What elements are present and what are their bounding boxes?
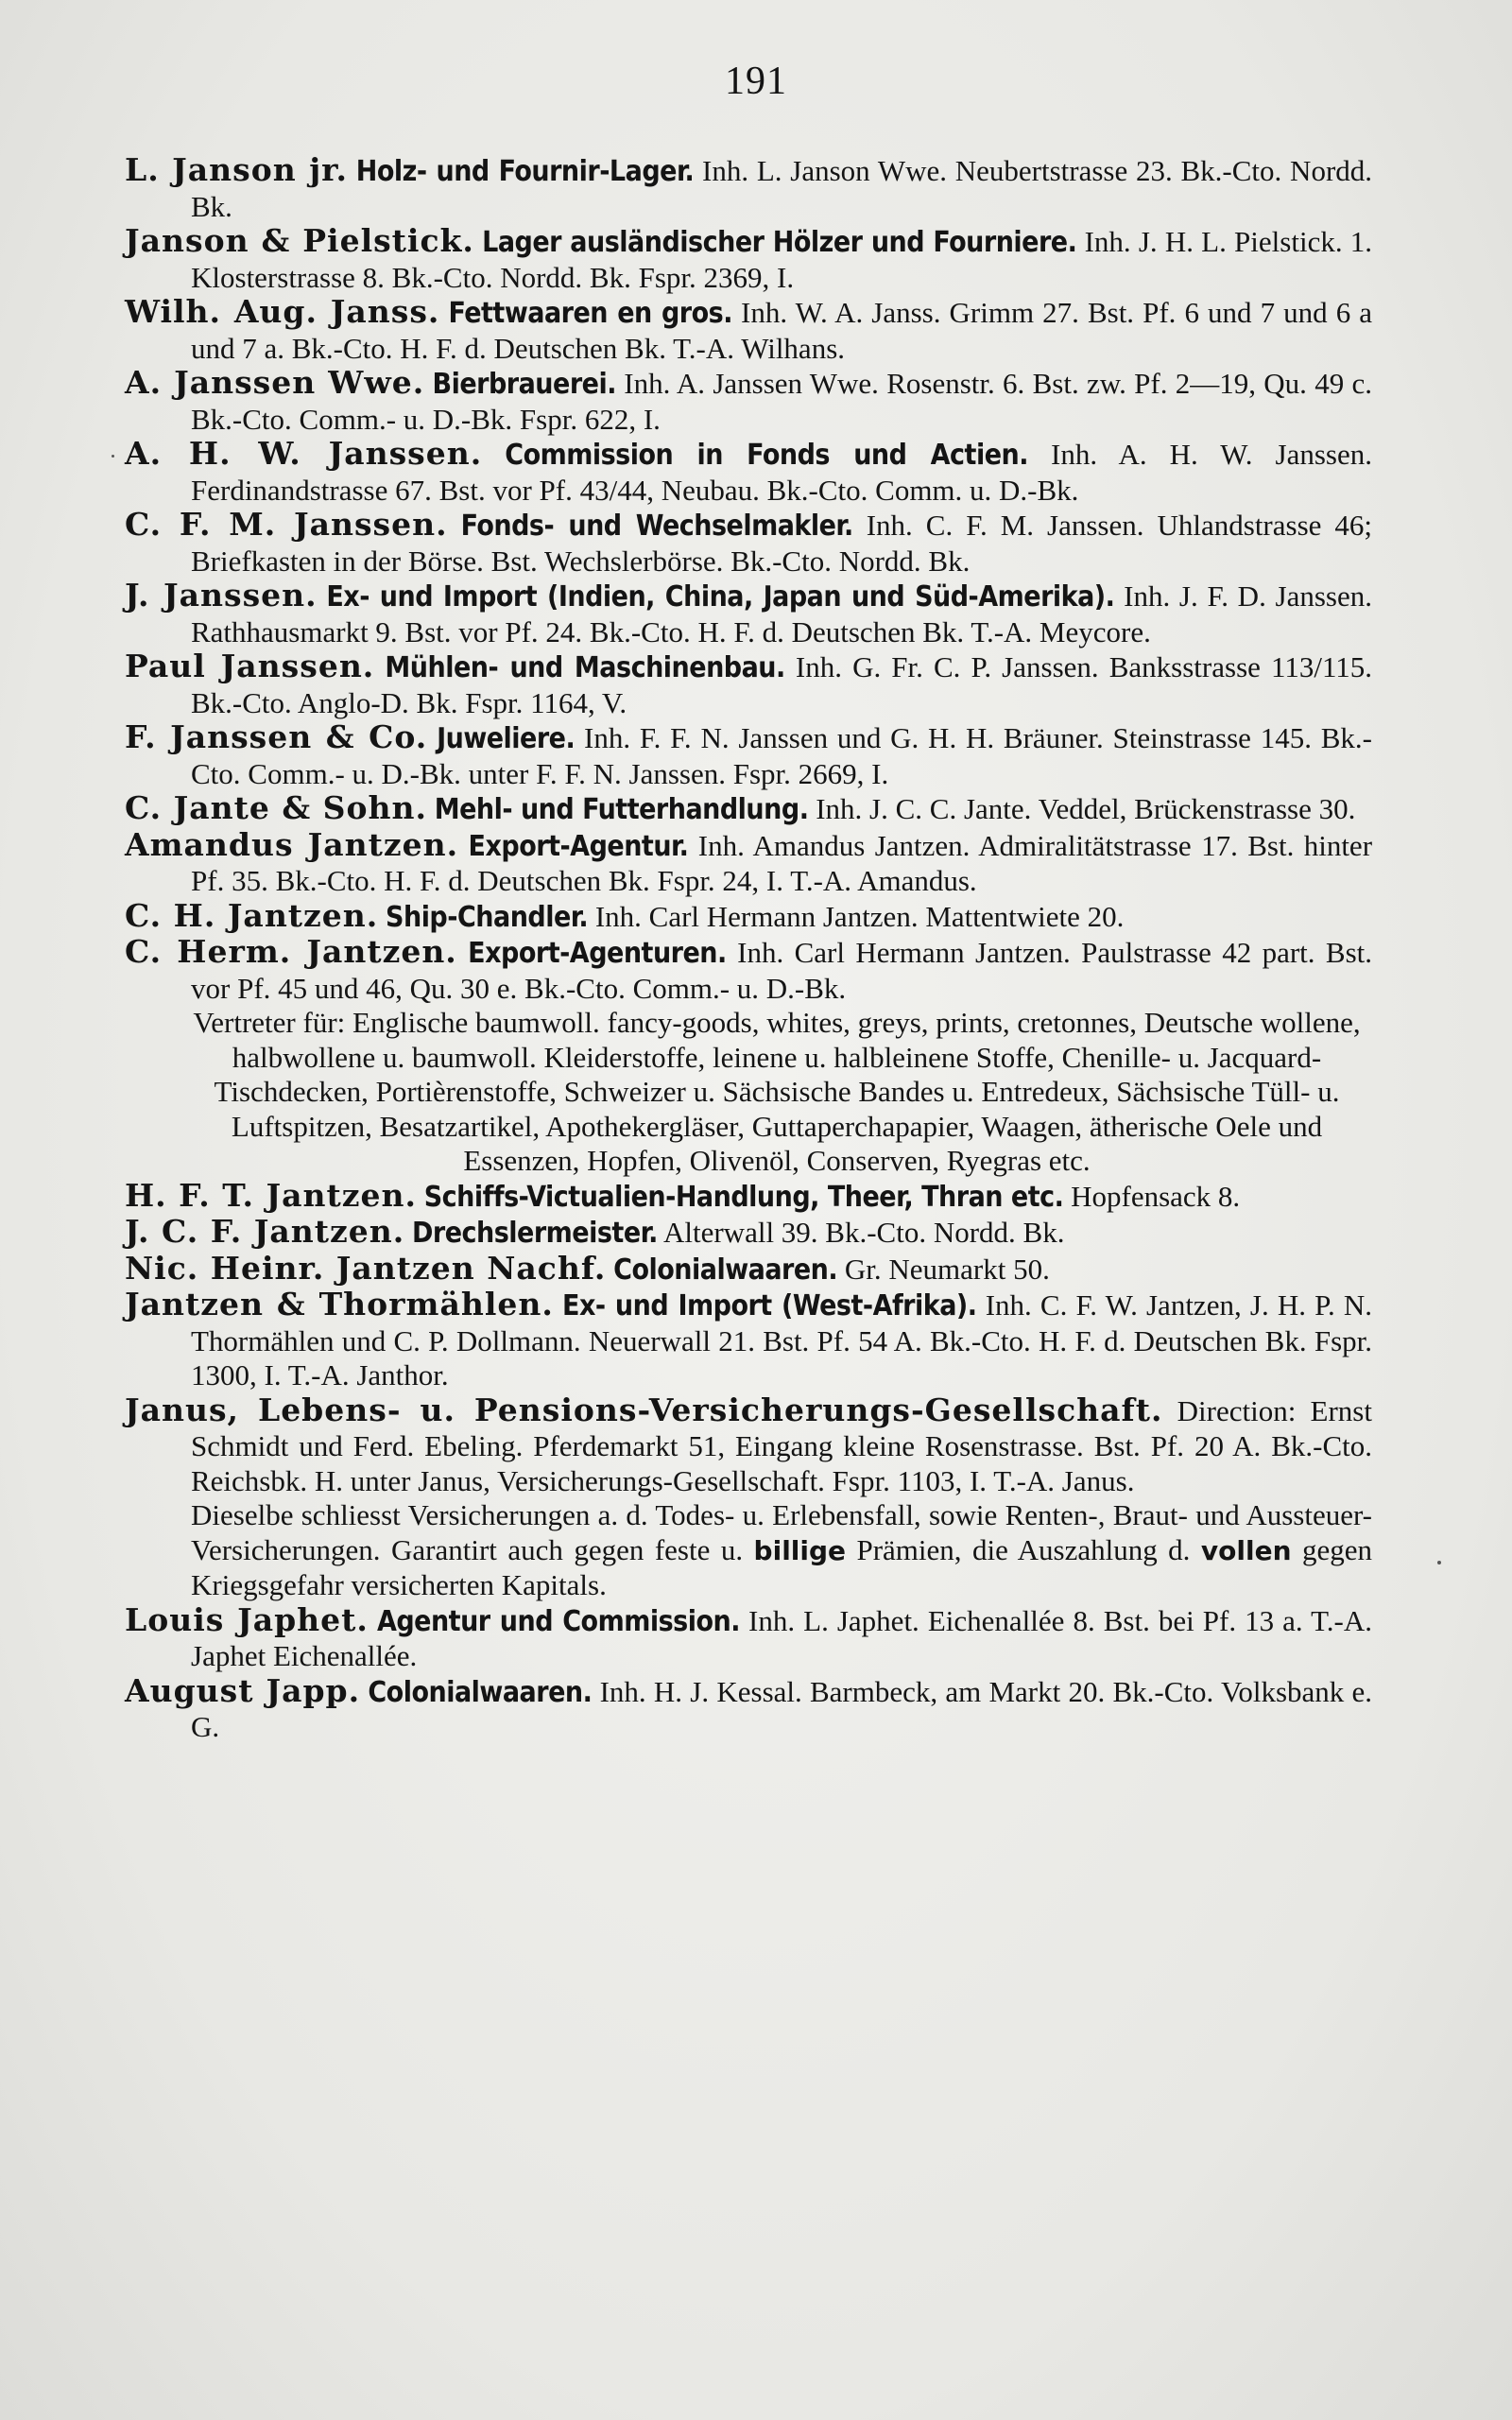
business-type: Ex- und Import (West-Afrika). [562, 1289, 977, 1322]
directory-entry [125, 1393, 1372, 1499]
entry-details: Gr. Neumarkt 50. [844, 1252, 1050, 1286]
entry-details: Inh. G. Fr. C. P. Janssen. Banksstrasse 113/115. Bk.-Cto. Anglo-D. Bk. Fspr. 1164, V. [191, 650, 1373, 719]
firm-name: Jantzen & Thormählen. [125, 1286, 554, 1322]
entry-details: Inh. Carl Hermann Jantzen. Mattentwiete 20. [594, 899, 1125, 933]
entry-details: Inh. L. Japhet. Eichenallée 8. Bst. bei Pf. 13 a. T.-A. Japhet Eichenallée. [191, 1603, 1373, 1672]
firm-name: August Japp. [125, 1671, 361, 1709]
business-type: Agentur und Commission. [376, 1604, 740, 1638]
business-type: Schiffs-Victualien-Handlung, Theer, Thran etc. [423, 1180, 1064, 1214]
directory-entry [125, 508, 1372, 579]
firm-name: C. F. M. Janssen. [125, 506, 448, 543]
entry-details: Inh. J. H. L. Pielstick. 1. Klosterstrasse 8. Bk.-Cto. Nordd. Bk. Fspr. 2369, I. [191, 225, 1373, 294]
directory-entry [125, 1176, 1372, 1216]
directory-entry [125, 579, 1372, 649]
entry-details: Inh. J. F. D. Janssen. Rathhausmarkt 9. Bst. vor Pf. 24. Bk.-Cto. H. F. d. Deutschen Bk. T.-A. Meycore. [191, 579, 1373, 648]
entry-details: Inh. Carl Hermann Jantzen. Paulstrasse 42 part. Bst. vor Pf. 45 und 46, Qu. 30 e. Bk.-Cto. Comm.- u. D.-Bk. [191, 936, 1373, 1005]
business-type: Ex- und Import (Indien, China, Japan und Süd-Amerika). [326, 580, 1115, 614]
entry-details: Inh. J. C. C. Jante. Veddel, Brückenstrasse 30. [816, 792, 1356, 825]
directory-entry [125, 1288, 1372, 1393]
directory-entry [125, 295, 1372, 366]
firm-name: A. Janssen Wwe. [125, 364, 425, 401]
firm-name: Janus, Lebens- u. Pensions-Versicherungs-Gesellschaft. [125, 1391, 1163, 1428]
entry-details: Inh. A. Janssen Wwe. Rosenstr. 6. Bst. zw. Pf. 2—19, Qu. 49 c. Bk.-Cto. Comm.- u. D.-Bk. Fspr. 622, I. [191, 367, 1373, 436]
firm-name: A. H. W. Janssen. [125, 435, 483, 472]
janus-note-text: gegen Kriegsgefahr versicherten Kapitals. [191, 1532, 1373, 1601]
directory-entry [125, 935, 1372, 1006]
entry-details: Inh. F. F. N. Janssen und G. H. H. Bräuner. Steinstrasse 145. Bk.-Cto. Comm.- u. D.-Bk. unter F. F. N. Janssen. Fspr. 2669, I. [191, 721, 1372, 790]
directory-entry [125, 720, 1372, 791]
firm-name: J. C. F. Jantzen. [125, 1213, 405, 1250]
business-type: Holz- und Fournir-Lager. [355, 155, 695, 188]
directory-entry [125, 649, 1372, 720]
firm-name: Janson & Pielstick. [125, 222, 474, 259]
ink-speck [112, 455, 114, 458]
business-type: Colonialwaaren. [368, 1675, 593, 1709]
firm-name: C. H. Jantzen. [125, 896, 379, 934]
firm-name: J. Janssen. [125, 577, 318, 614]
entry-details: Inh. A. H. W. Janssen. Ferdinandstrasse 67. Bst. vor Pf. 43/44, Neubau. Bk.-Cto. Comm. u. D.-Bk. [191, 438, 1372, 507]
firm-name: C. Herm. Jantzen. [125, 933, 457, 970]
directory-entry [125, 1215, 1372, 1252]
directory-entry [125, 1249, 1372, 1288]
business-type: Lager ausländischer Hölzer und Fourniere. [482, 226, 1077, 259]
entry-details: Inh. C. F. W. Jantzen, J. H. P. N. Thormählen und C. P. Dollmann. Neuerwall 21. Bst. Pf. 54 A. Bk.-Cto. H. F. d. Deutschen Bk. Fspr. 1300, I. T.-A. Janthor. [191, 1288, 1373, 1392]
directory-entry [125, 437, 1372, 508]
janus-note-text: Prämien, die Auszahlung d. [856, 1532, 1191, 1566]
entry-details: Inh. Amandus Jantzen. Admiralitätstrasse 17. Bst. hinter Pf. 35. Bk.-Cto. H. F. d. Deutschen Bk. Fspr. 24, I. T.-A. Amandus. [191, 828, 1373, 897]
business-type: Fettwaaren en gros. [448, 297, 732, 330]
directory-entry [125, 153, 1372, 224]
entry-details: Direction: Ernst Schmidt und Ferd. Ebeling. Pferdemarkt 51, Eingang kleine Rosenstrasse. Bst. Pf. 20 A. Bk.-Cto. Reichsbk. H. unter Janus, Versicherungs-Gesellschaft. Fspr. 1103, I. T.-A. Janus. [191, 1393, 1372, 1497]
firm-name: Nic. Heinr. Jantzen Nachf. [125, 1249, 607, 1287]
janus-note [125, 1498, 1372, 1603]
firm-name: Amandus Jantzen. [125, 825, 459, 863]
directory-column [125, 153, 1372, 1745]
entry-details: Alterwall 39. Bk.-Cto. Nordd. Bk. [662, 1216, 1065, 1249]
entry-details: Inh. L. Janson Wwe. Neubertstrasse 23. Bk.-Cto. Nordd. Bk. [191, 154, 1373, 223]
directory-entry [125, 224, 1372, 295]
business-type: Fonds- und Wechselmakler. [460, 510, 853, 543]
firm-name: Louis Japhet. [125, 1600, 369, 1638]
business-type: Mehl- und Futterhandlung. [434, 793, 809, 826]
business-type: Export-Agenturen. [468, 937, 727, 970]
firm-name: H. F. T. Jantzen. [125, 1176, 417, 1214]
firm-name: C. Jante & Sohn. [125, 789, 427, 826]
page-number: 191 [725, 60, 787, 103]
business-type: Bierbrauerei. [432, 368, 616, 401]
janus-note-emphasis: billige [753, 1534, 847, 1566]
firm-name: Wilh. Aug. Janss. [125, 293, 440, 330]
entry-details: Hopfensack 8. [1071, 1179, 1241, 1213]
directory-entry [125, 366, 1372, 437]
directory-entry [125, 1600, 1373, 1674]
entry-details: Inh. W. A. Janss. Grimm 27. Bst. Pf. 6 und 7 und 6 a und 7 a. Bk.-Cto. H. F. d. Deutschen Bk. T.-A. Wilhans. [191, 296, 1373, 365]
business-type: Export-Agentur. [468, 829, 689, 863]
directory-entry [125, 791, 1372, 828]
directory-entry [125, 896, 1372, 936]
business-type: Mühlen- und Maschinenbau. [385, 651, 785, 684]
firm-name: L. Janson jr. [125, 151, 349, 188]
janus-note-emphasis: vollen [1200, 1534, 1292, 1566]
ink-speck [1437, 1561, 1441, 1564]
business-type: Juweliere. [437, 722, 576, 755]
firm-name: Paul Janssen. [125, 648, 375, 684]
business-type: Ship-Chandler. [386, 900, 589, 934]
directory-entry [125, 1671, 1373, 1745]
business-type: Drechslermeister. [411, 1217, 658, 1250]
representation-list: Vertreter für: Englische baumwoll. fancy-goods, whites, greys, prints, cretonnes, Deutsche wollene, halbwollene u. baumwoll. Kleiderstoffe, leinene u. halbleinene Stoffe, Chenille- u. Jacquard-Tischdecken, Portièrenstoffe, Schweizer u. Sächsische Bandes u. Entredeux, Sächsische Tüll- u. Luftspitzen, Besatzartikel, Apothekergläser, Guttaperchapapier, Waagen, ätherische Oele und Essenzen, Hopfen, Olivenöl, Conserven, Ryegras etc. [193, 1006, 1361, 1177]
directory-entry [125, 825, 1373, 899]
entry-details: Inh. C. F. M. Janssen. Uhlandstrasse 46; Briefkasten in der Börse. Bst. Wechslerbörse. Bk.-Cto. Nordd. Bk. [191, 509, 1373, 578]
business-type: Commission in Fonds und Actien. [505, 439, 1028, 472]
entry-details: Inh. H. J. Kessal. Barmbeck, am Markt 20. Bk.-Cto. Volksbank e. G. [191, 1674, 1373, 1743]
business-type: Colonialwaaren. [613, 1253, 838, 1287]
firm-name: F. Janssen & Co. [125, 718, 428, 755]
janus-note-text: Dieselbe schliesst Versicherungen a. d. Todes- u. Erlebensfall, sowie Renten-, Braut- und Aussteuer-Versicherungen. Garantirt auch gegen feste u. [191, 1498, 1372, 1566]
